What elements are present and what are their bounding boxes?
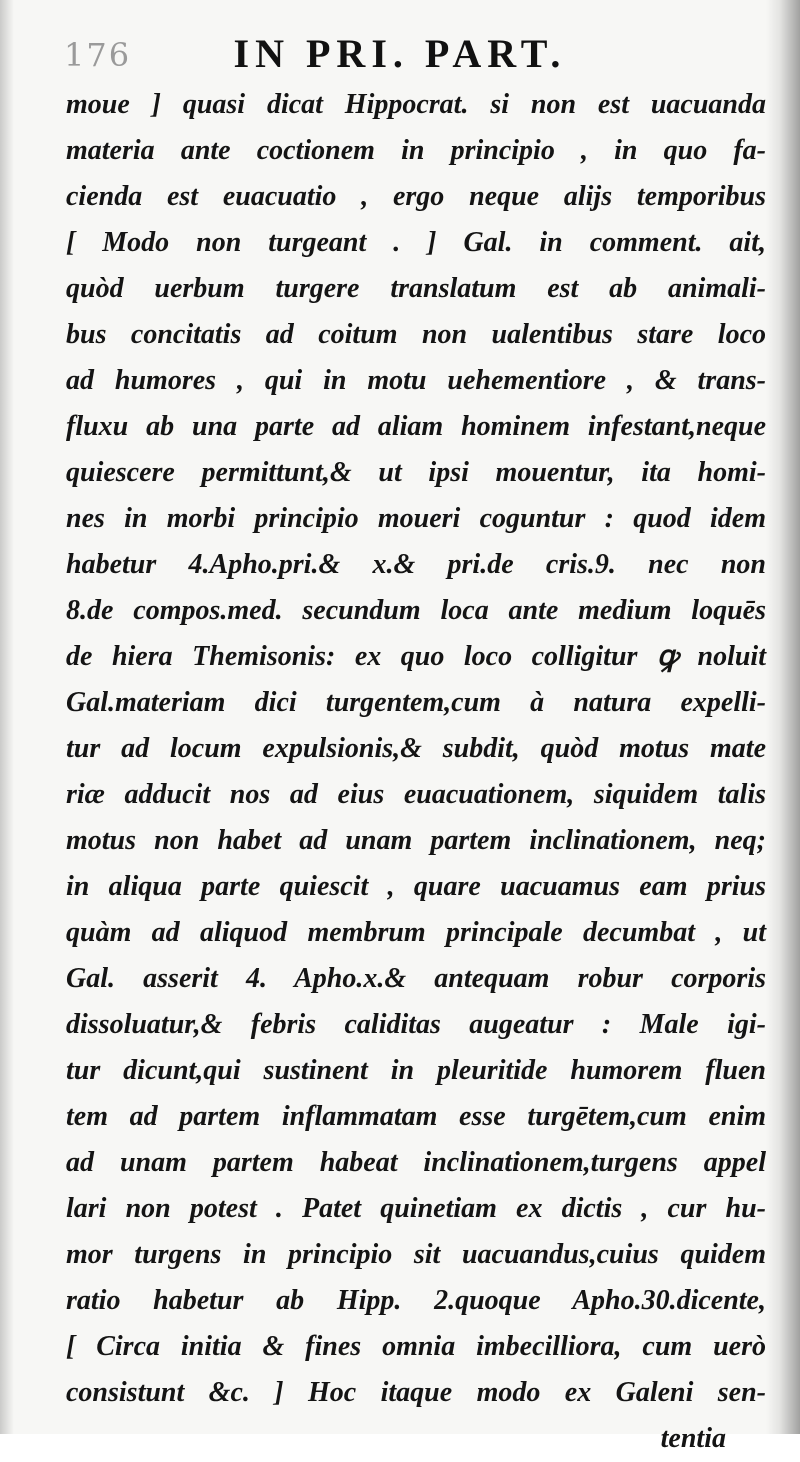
text-line: moue ] quasi dicat Hippocrat. si non est uacuanda xyxy=(66,89,766,120)
text-line: mor turgens in principio sit uacuandus,cuius quidem xyxy=(66,1239,766,1270)
text-line: dissoluatur,& febris caliditas augeatur : Male igi- xyxy=(66,1009,766,1040)
text-line: Gal.materiam dici turgentem,cum à natura expelli- xyxy=(66,687,766,718)
text-line: tur ad locum expulsionis,& subdit, quòd motus mate xyxy=(66,733,766,764)
text-line: Gal. asserit 4. Apho.x.& antequam robur corporis xyxy=(66,963,766,994)
text-line: ad unam partem habeat inclinationem,turgens appel xyxy=(66,1147,766,1178)
running-head: IN PRI. PART. xyxy=(233,31,567,76)
text-line: quòd uerbum turgere translatum est ab animali- xyxy=(66,273,766,304)
text-line: cienda est euacuatio , ergo neque alijs temporibus xyxy=(66,181,766,212)
text-line: consistunt &c. ] Hoc itaque modo ex Galeni sen- xyxy=(66,1377,766,1408)
text-line: in aliqua parte quiescit , quare uacuamus eam prius xyxy=(66,871,766,902)
catchword: tentia xyxy=(660,1423,726,1454)
text-line: materia ante coctionem in principio , in quo fa- xyxy=(66,135,766,166)
text-line: bus concitatis ad coitum non ualentibus stare loco xyxy=(66,319,766,350)
text-line: de hiera Themisonis: ex quo loco colligitur ꝙ noluit xyxy=(66,641,766,672)
text-line: motus non habet ad unam partem inclinationem, neq; xyxy=(66,825,766,856)
text-line: lari non potest . Patet quinetiam ex dictis , cur hu- xyxy=(66,1193,766,1224)
text-line: tur dicunt,qui sustinent in pleuritide humorem fluen xyxy=(66,1055,766,1086)
text-line: [ Circa initia & fines omnia imbecilliora, cum uerò xyxy=(66,1331,766,1362)
text-line: tem ad partem inflammatam esse turgētem,cum enim xyxy=(66,1101,766,1132)
text-line: nes in morbi principio moueri coguntur : quod idem xyxy=(66,503,766,534)
page-left-shadow xyxy=(0,0,14,1434)
text-line: fluxu ab una parte ad aliam hominem infestant,neque xyxy=(66,411,766,442)
text-line: ratio habetur ab Hipp. 2.quoque Apho.30.dicente, xyxy=(66,1285,766,1316)
text-line: habetur 4.Apho.pri.& x.& pri.de cris.9. nec non xyxy=(66,549,766,580)
text-line: riæ adducit nos ad eius euacuationem, siquidem talis xyxy=(66,779,766,810)
page-number: 176 xyxy=(64,36,132,74)
text-line: quàm ad aliquod membrum principale decumbat , ut xyxy=(66,917,766,948)
page-gutter-shadow xyxy=(766,0,800,1434)
text-line: 8.de compos.med. secundum loca ante medium loquēs xyxy=(66,595,766,626)
text-line: [ Modo non turgeant . ] Gal. in comment. ait, xyxy=(66,227,766,258)
body-text xyxy=(66,82,766,1462)
text-line: ad humores , qui in motu uehementiore , & trans- xyxy=(66,365,766,396)
text-line: quiescere permittunt,& ut ipsi mouentur, ita homi- xyxy=(66,457,766,488)
